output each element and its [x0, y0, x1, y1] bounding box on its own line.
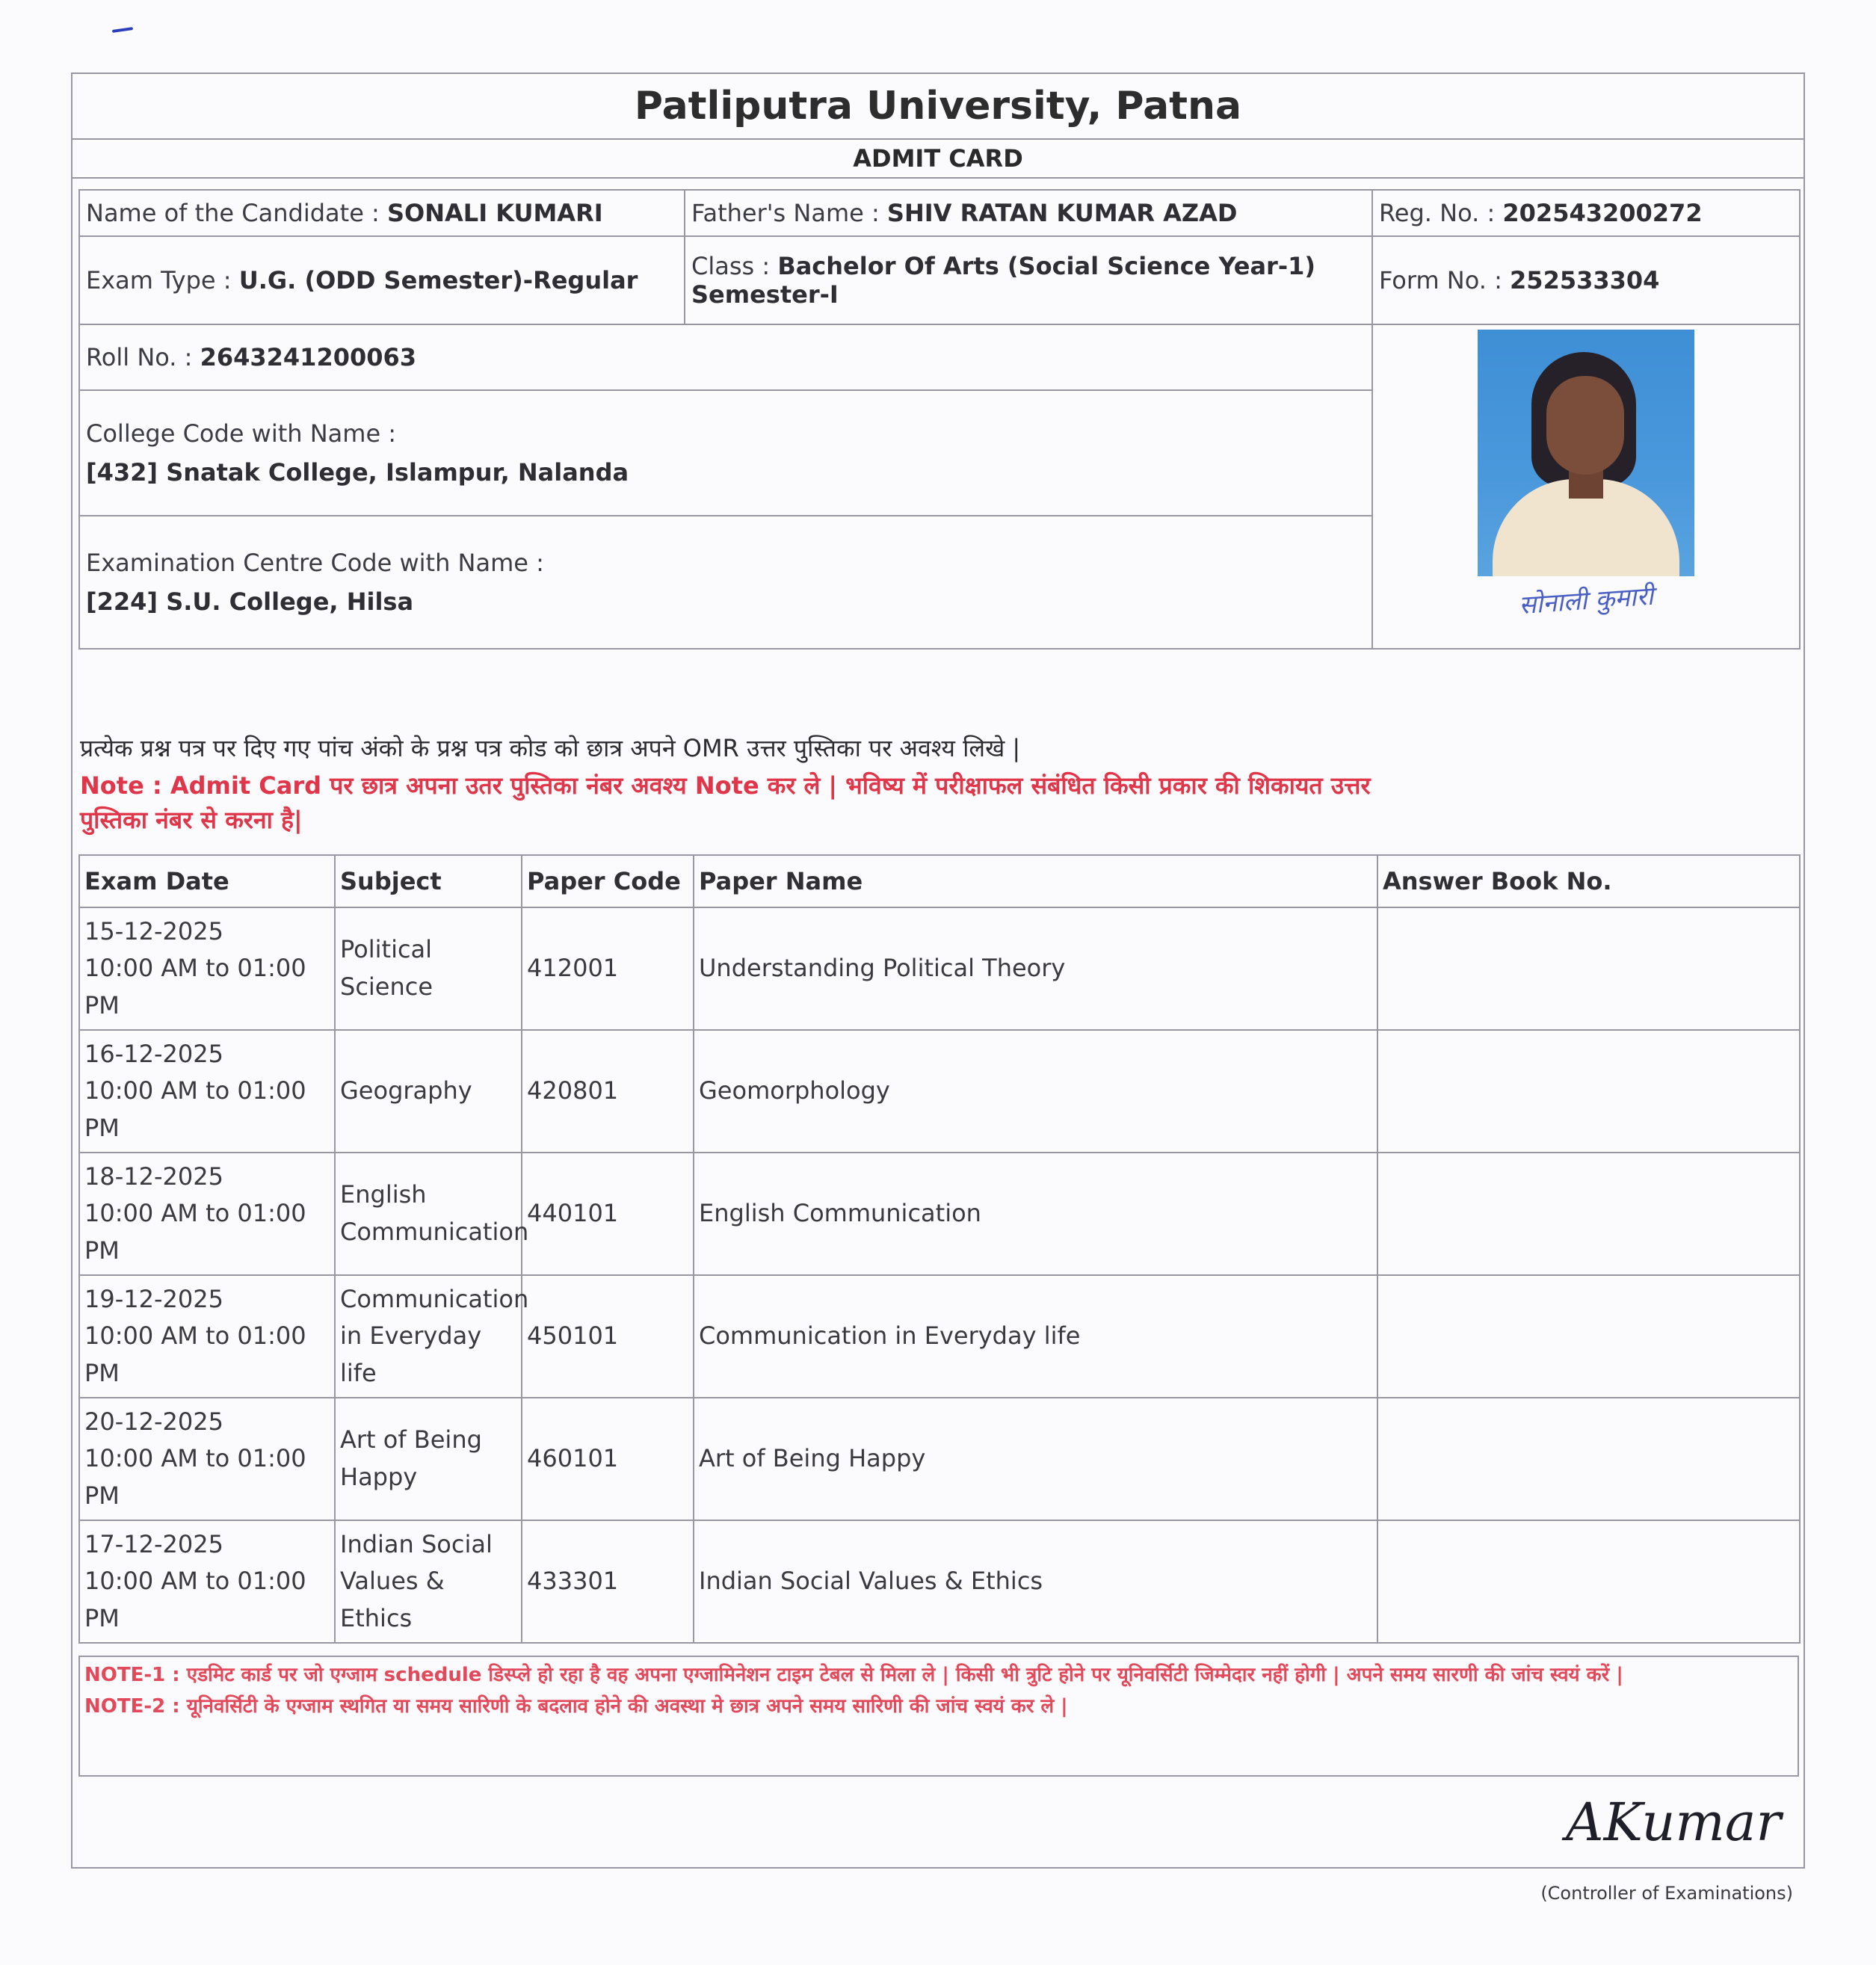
answer-book-no	[1377, 1398, 1800, 1520]
university-title: Patliputra University, Patna	[72, 74, 1804, 140]
exam-time: 10:00 AM to 01:00 PM	[84, 1321, 306, 1387]
exam-time: 10:00 AM to 01:00 PM	[84, 1076, 306, 1142]
subject: Political Science	[335, 907, 522, 1030]
reg-no-cell	[1372, 190, 1800, 236]
subject: Art of Being Happy	[335, 1398, 522, 1520]
candidate-name-label: Name of the Candidate :	[86, 199, 380, 227]
father-name-cell	[685, 190, 1372, 236]
note-2: NOTE-2 : यूनिवर्सिटी के एग्जाम स्थगित या समय सारिणी के बदलाव होने की अवस्था मे छात्र अपने समय सारिणी की जांच स्वयं कर ले |	[84, 1694, 1068, 1718]
paper-name: English Communication	[694, 1153, 1377, 1275]
exam-date-cell	[79, 1030, 335, 1153]
reg-no: 202543200272	[1502, 199, 1703, 227]
exam-date: 20-12-2025	[84, 1407, 223, 1436]
roll-no-label: Roll No. :	[86, 343, 193, 371]
answer-book-no	[1377, 1520, 1800, 1643]
form-no-cell	[1372, 236, 1800, 324]
college-name: [432] Snatak College, Islampur, Nalanda	[86, 458, 629, 487]
father-name: SHIV RATAN KUMAR AZAD	[886, 199, 1238, 227]
table-row	[79, 1398, 1800, 1520]
exam-time: 10:00 AM to 01:00 PM	[84, 1444, 306, 1510]
answer-book-no	[1377, 1030, 1800, 1153]
exam-date-cell	[79, 1153, 335, 1275]
class-label: Class :	[691, 252, 771, 280]
exam-date-cell	[79, 1520, 335, 1643]
exam-date: 17-12-2025	[84, 1529, 223, 1558]
answer-book-no	[1377, 1275, 1800, 1398]
paper-name: Geomorphology	[694, 1030, 1377, 1153]
paper-name: Indian Social Values & Ethics	[694, 1520, 1377, 1643]
pen-mark	[112, 27, 133, 33]
paper-code: 460101	[522, 1398, 694, 1520]
photo-cell	[1372, 324, 1800, 649]
table-row	[79, 1520, 1800, 1643]
paper-name: Art of Being Happy	[694, 1398, 1377, 1520]
college-label: College Code with Name :	[86, 419, 397, 448]
candidate-name: SONALI KUMARI	[387, 199, 603, 227]
exam-date-cell	[79, 1398, 335, 1520]
candidate-signature: सोनाली कुमारी	[1517, 581, 1655, 621]
header-paper-name: Paper Name	[694, 855, 1377, 907]
header-exam-date: Exam Date	[79, 855, 335, 907]
exam-time: 10:00 AM to 01:00 PM	[84, 954, 306, 1019]
paper-code: 440101	[522, 1153, 694, 1275]
paper-name: Communication in Everyday life	[694, 1275, 1377, 1398]
answer-book-no	[1377, 907, 1800, 1030]
omr-instruction: प्रत्येक प्रश्न पत्र पर दिए गए पांच अंको के प्रश्न पत्र कोड को छात्र अपने OMR उत्तर पुस्तिका पर अवश्य लिखे |	[80, 734, 1021, 762]
table-row	[79, 1275, 1800, 1398]
exam-date: 16-12-2025	[84, 1039, 223, 1068]
header-answer-book: Answer Book No.	[1377, 855, 1800, 907]
roll-no: 2643241200063	[200, 343, 417, 371]
table-row	[79, 1153, 1800, 1275]
form-no: 252533304	[1510, 266, 1660, 294]
controller-signature: AKumar	[1566, 1792, 1781, 1853]
paper-code: 412001	[522, 907, 694, 1030]
header-subject: Subject	[335, 855, 522, 907]
exam-time: 10:00 AM to 01:00 PM	[84, 1199, 306, 1265]
centre-name: [224] S.U. College, Hilsa	[86, 587, 414, 616]
subject: Indian Social Values & Ethics	[335, 1520, 522, 1643]
exam-date: 15-12-2025	[84, 916, 223, 946]
exam-date: 19-12-2025	[84, 1284, 223, 1313]
exam-time: 10:00 AM to 01:00 PM	[84, 1567, 306, 1632]
candidate-name-cell	[79, 190, 685, 236]
college-cell	[79, 390, 1372, 516]
exam-type-cell	[79, 236, 685, 324]
exam-date-cell	[79, 907, 335, 1030]
admit-card-note: Note : Admit Card पर छात्र अपना उतर पुस्तिका नंबर अवश्य Note कर ले | भविष्य में परीक्षाफल संबंधित किसी प्रकार की शिकायत उत्तर पुस्तिका नंबर से करना है|	[80, 771, 1371, 835]
exam-schedule-table	[78, 854, 1801, 1644]
exam-type-label: Exam Type :	[86, 266, 232, 294]
exam-date: 18-12-2025	[84, 1162, 223, 1191]
table-row	[79, 907, 1800, 1030]
exam-date-cell	[79, 1275, 335, 1398]
answer-book-no	[1377, 1153, 1800, 1275]
paper-code: 420801	[522, 1030, 694, 1153]
exam-table-header	[79, 855, 1800, 907]
candidate-photo	[1478, 330, 1694, 576]
reg-no-label: Reg. No. :	[1379, 199, 1496, 227]
centre-label: Examination Centre Code with Name :	[86, 549, 544, 577]
table-row	[79, 1030, 1800, 1153]
subject: Communication in Everyday life	[335, 1275, 522, 1398]
class-value: Bachelor Of Arts (Social Science Year-1) Semester-I	[691, 252, 1315, 309]
subject: Geography	[335, 1030, 522, 1153]
paper-code: 450101	[522, 1275, 694, 1398]
father-name-label: Father's Name :	[691, 199, 880, 227]
controller-label: (Controller of Examinations)	[1540, 1883, 1793, 1904]
exam-type: U.G. (ODD Semester)-Regular	[238, 266, 638, 294]
note-1: NOTE-1 : एडमिट कार्ड पर जो एग्जाम schedule डिस्प्ले हो रहा है वह अपना एग्जामिनेशन टाइम टेबल से मिला ले | किसी भी त्रुटि होने पर यूनिवर्सिटी जिम्मेदार नहीं होगी | अपने समय सारणी की जांच स्वयं करें |	[84, 1664, 1623, 1686]
candidate-info-table	[78, 189, 1801, 650]
admit-card	[71, 73, 1805, 1904]
centre-cell	[79, 516, 1372, 649]
form-no-label: Form No. :	[1379, 266, 1502, 294]
footer-notes	[78, 1656, 1799, 1777]
paper-name: Understanding Political Theory	[694, 907, 1377, 1030]
paper-code: 433301	[522, 1520, 694, 1643]
subject: English Communication	[335, 1153, 522, 1275]
class-cell	[685, 236, 1372, 324]
admit-card-title: ADMIT CARD	[72, 140, 1804, 179]
roll-no-cell	[79, 324, 1372, 390]
header-paper-code: Paper Code	[522, 855, 694, 907]
instructions	[78, 727, 1386, 838]
